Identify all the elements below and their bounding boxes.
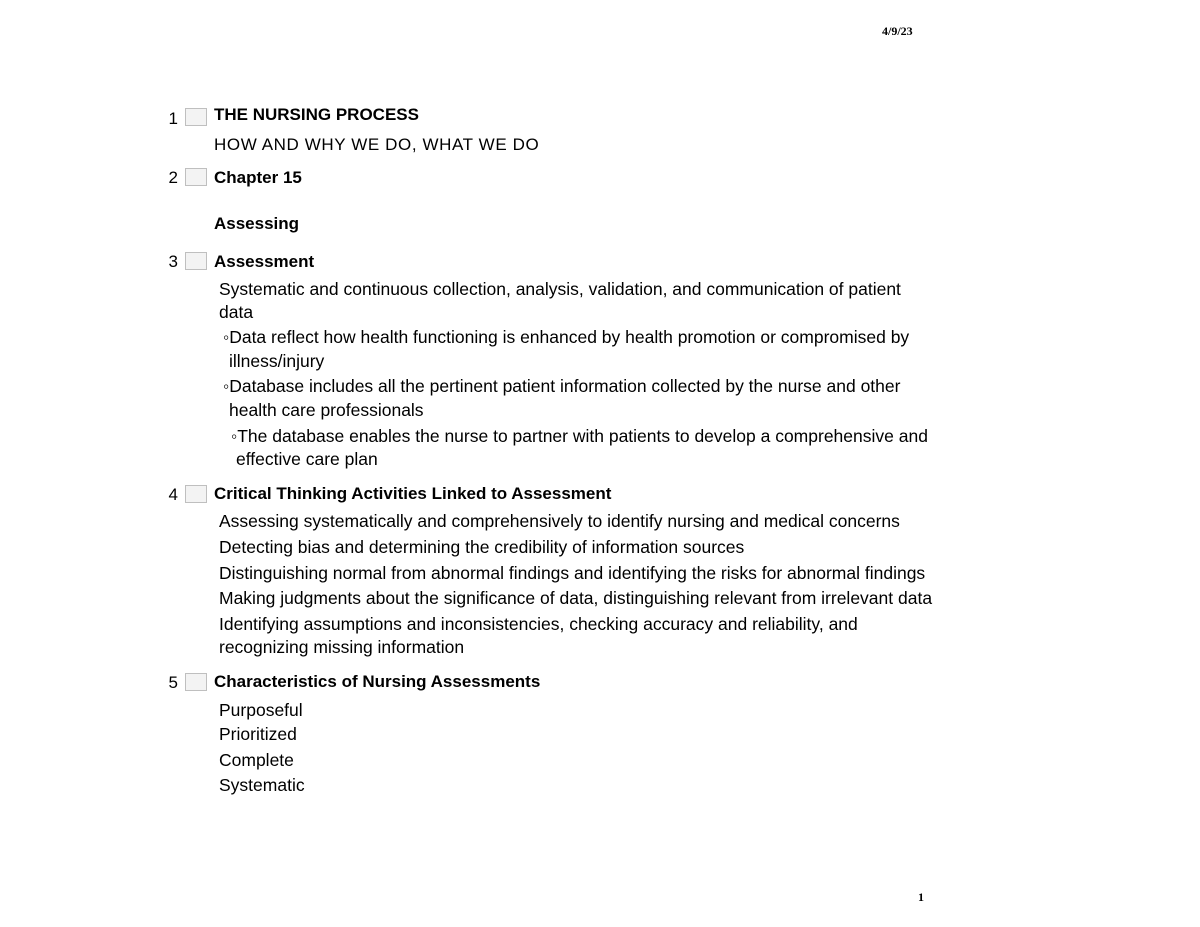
body-text: data [219, 302, 254, 322]
slide-number: 3 [168, 252, 178, 271]
slide-number: 2 [168, 168, 178, 187]
slide-number: 4 [168, 485, 178, 504]
body-text: Assessing systematically and comprehensively to identify nursing and medical concerns [219, 511, 900, 531]
body-text: health care professionals [229, 400, 424, 420]
page-number: 1 [918, 890, 924, 904]
slide-thumbnail[interactable] [185, 168, 207, 186]
slide-thumbnail[interactable] [185, 108, 207, 126]
body-text: recognizing missing information [219, 637, 465, 657]
body-text: Identifying assumptions and inconsistencies, checking accuracy and reliability, and [219, 614, 858, 634]
body-text: effective care plan [236, 449, 378, 469]
slide-number: 1 [168, 109, 178, 128]
slide-thumbnail[interactable] [185, 673, 207, 691]
list-item: Complete [219, 750, 294, 770]
body-text: illness/injury [229, 351, 325, 371]
slide-subtitle: Assessing [214, 214, 300, 233]
slide-thumbnail[interactable] [185, 252, 207, 270]
page-date: 4/9/23 [882, 24, 913, 38]
bullet-item: ◦Database includes all the pertinent patient information collected by the nurse and other [223, 376, 901, 396]
bullet-item: ◦Data reflect how health functioning is enhanced by health promotion or compromised by [223, 327, 910, 347]
slide-title: Characteristics of Nursing Assessments [214, 672, 541, 691]
list-item: Prioritized [219, 724, 297, 744]
list-item: Systematic [219, 775, 305, 795]
body-text: Making judgments about the significance of data, distinguishing relevant from irrelevant data [219, 588, 933, 608]
slide-thumbnail[interactable] [185, 485, 207, 503]
slide-title: Critical Thinking Activities Linked to Assessment [214, 484, 612, 503]
list-item: Purposeful [219, 700, 303, 720]
slide-title: Assessment [214, 252, 315, 271]
body-text: Systematic and continuous collection, analysis, validation, and communication of patient [219, 279, 901, 299]
slide-title: THE NURSING PROCESS [214, 105, 419, 124]
body-text: Detecting bias and determining the credibility of information sources [219, 537, 745, 557]
body-text: Distinguishing normal from abnormal findings and identifying the risks for abnormal findings [219, 563, 926, 583]
slide-subtitle: HOW AND WHY WE DO, WHAT WE DO [214, 135, 540, 154]
slide-title: Chapter 15 [214, 168, 302, 187]
sub-bullet-item: ◦The database enables the nurse to partner with patients to develop a comprehensive and [231, 426, 928, 446]
slide-number: 5 [168, 673, 178, 692]
